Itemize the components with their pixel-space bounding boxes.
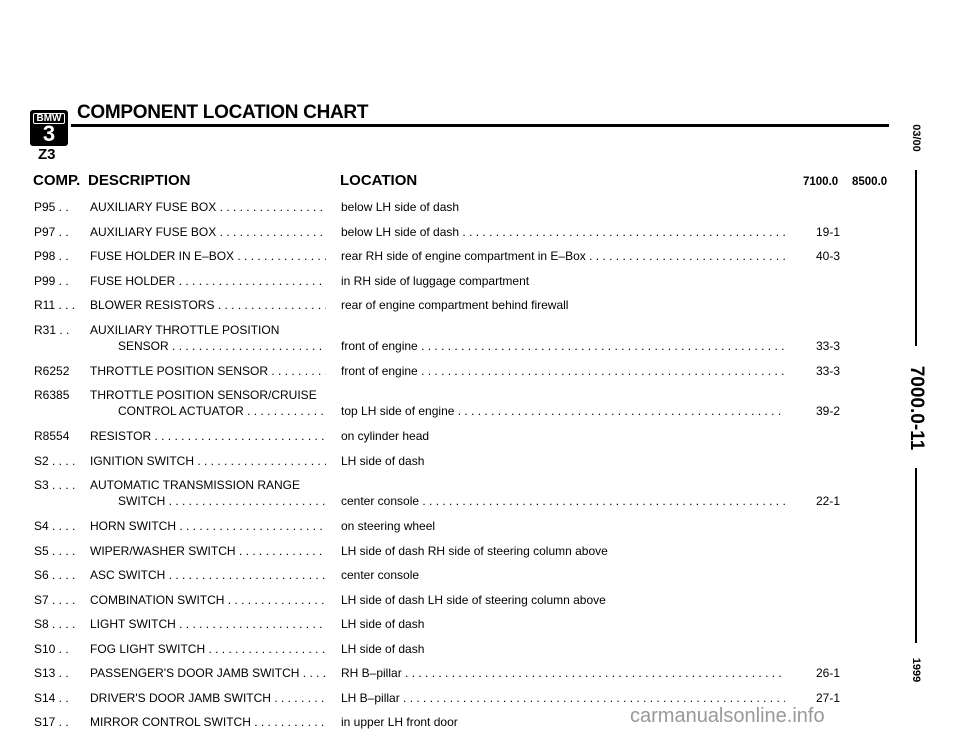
component-description: AUTOMATIC TRANSMISSION RANGE [90, 479, 301, 492]
component-location: top LH side of engine . . . [341, 405, 785, 418]
component-code: S7 . . . . [34, 593, 76, 607]
component-description: HORN SWITCH . . . [90, 520, 326, 533]
component-description: WIPER/WASHER SWITCH . . . [90, 545, 326, 558]
component-description: AUXILIARY THROTTLE POSITION [90, 323, 280, 337]
component-location: rear RH side of engine compartment in E–Box . . . [341, 250, 785, 263]
component-code: S8 . . . . [34, 618, 76, 631]
logo-series-text: 3 [42, 121, 56, 146]
component-code: S6 . . . . [34, 569, 76, 582]
component-code: P99 . . [34, 274, 69, 288]
component-location: RH B–pillar . . . [341, 667, 785, 680]
component-code: S3 . . . . [34, 479, 76, 492]
component-code: P98 . . [34, 250, 69, 263]
component-code: R31 . . [34, 323, 70, 337]
component-code: S4 . . . . [34, 520, 76, 533]
component-description: COMBINATION SWITCH . . . [90, 594, 326, 607]
component-description: AUXILIARY FUSE BOX . . . [90, 226, 326, 239]
component-location: LH side of dash [341, 454, 425, 468]
component-code: R6252 [34, 364, 70, 378]
component-description: BLOWER RESISTORS . . . [90, 299, 326, 312]
sidebar-year: 1999 [910, 657, 922, 683]
component-code: S10 . . [34, 642, 69, 656]
component-description: ASC SWITCH . . . [90, 569, 326, 582]
component-location: in upper LH front door [341, 716, 458, 729]
watermark: carmanualsonline.info [630, 705, 825, 727]
column-header-ref2: 8500.0 [852, 176, 888, 188]
component-location: LH B–pillar . . . [341, 692, 785, 705]
component-reference: 33-3 [815, 339, 840, 353]
column-header-comp: COMP. [33, 172, 81, 189]
component-description: FUSE HOLDER IN E–BOX . . . [90, 250, 326, 263]
component-description: THROTTLE POSITION SENSOR . . . [90, 365, 326, 378]
component-location: LH side of dash [341, 642, 425, 656]
component-code: P95 . . [34, 201, 69, 214]
component-description: LIGHT SWITCH . . . [90, 618, 326, 631]
column-header-ref1: 7100.0 [803, 176, 839, 188]
component-description: IGNITION SWITCH . . . [90, 455, 326, 468]
component-description-cont: SWITCH . . . [118, 495, 326, 508]
component-description: DRIVER'S DOOR JAMB SWITCH . . . [90, 692, 326, 705]
component-location: center console . . . [341, 495, 785, 508]
page-title: COMPONENT LOCATION CHART [77, 102, 369, 123]
component-location: below LH side of dash . . . [341, 226, 785, 239]
component-location: front of engine . . . [341, 365, 785, 378]
component-description: THROTTLE POSITION SENSOR/CRUISE [90, 389, 317, 402]
component-reference: 39-2 [815, 405, 840, 418]
component-description: PASSENGER'S DOOR JAMB SWITCH . . . [90, 667, 326, 680]
component-reference: 40-3 [815, 250, 840, 263]
component-location: rear of engine compartment behind firewall [341, 299, 569, 312]
component-code: S13 . . [34, 667, 69, 680]
component-location: LH side of dash RH side of steering column above [341, 544, 608, 558]
component-code: S17 . . [34, 716, 69, 729]
component-location: on cylinder head [341, 430, 430, 443]
column-header-location: LOCATION [340, 172, 418, 189]
component-location: below LH side of dash [341, 201, 460, 214]
component-code: R6385 [34, 389, 70, 402]
component-description: FUSE HOLDER . . . [90, 275, 326, 288]
component-code: R8554 [34, 430, 70, 443]
component-code: S5 . . . . [34, 544, 76, 558]
component-description: MIRROR CONTROL SWITCH . . . [90, 716, 326, 729]
component-location: in RH side of luggage compartment [341, 274, 530, 288]
component-location: LH side of dash [341, 618, 425, 631]
component-description-cont: CONTROL ACTUATOR . . . [118, 405, 326, 418]
sidebar-date: 03/00 [910, 124, 922, 152]
component-reference: 22-1 [815, 495, 840, 508]
sidebar-rule-bottom [915, 468, 917, 643]
component-description: FOG LIGHT SWITCH . . . [90, 643, 326, 656]
sidebar-page-number: 7000.0-11 [906, 365, 927, 451]
component-location: front of engine . . . [341, 340, 785, 353]
component-location: center console [341, 569, 420, 582]
component-reference: 26-1 [815, 667, 840, 680]
column-header-description: DESCRIPTION [88, 172, 191, 189]
component-code: S14 . . [34, 691, 69, 705]
component-description-cont: SENSOR . . . [118, 340, 326, 353]
logo-brand-text: BMW [33, 113, 65, 124]
component-reference: 19-1 [815, 225, 840, 239]
component-code: R11 . . . [34, 299, 76, 312]
component-reference: 27-1 [815, 691, 840, 705]
component-code: S2 . . . . [34, 454, 76, 468]
sidebar-rule-top [915, 170, 917, 346]
model-label: Z3 [38, 146, 56, 163]
component-description: AUXILIARY FUSE BOX . . . [90, 201, 326, 214]
component-description: RESISTOR . . . [90, 430, 326, 443]
component-reference: 33-3 [815, 364, 840, 378]
component-code: P97 . . [34, 225, 69, 239]
title-rule [71, 124, 889, 127]
bmw-logo [30, 110, 68, 146]
component-location: LH side of dash LH side of steering column above [341, 593, 606, 607]
component-location: on steering wheel [341, 520, 436, 533]
